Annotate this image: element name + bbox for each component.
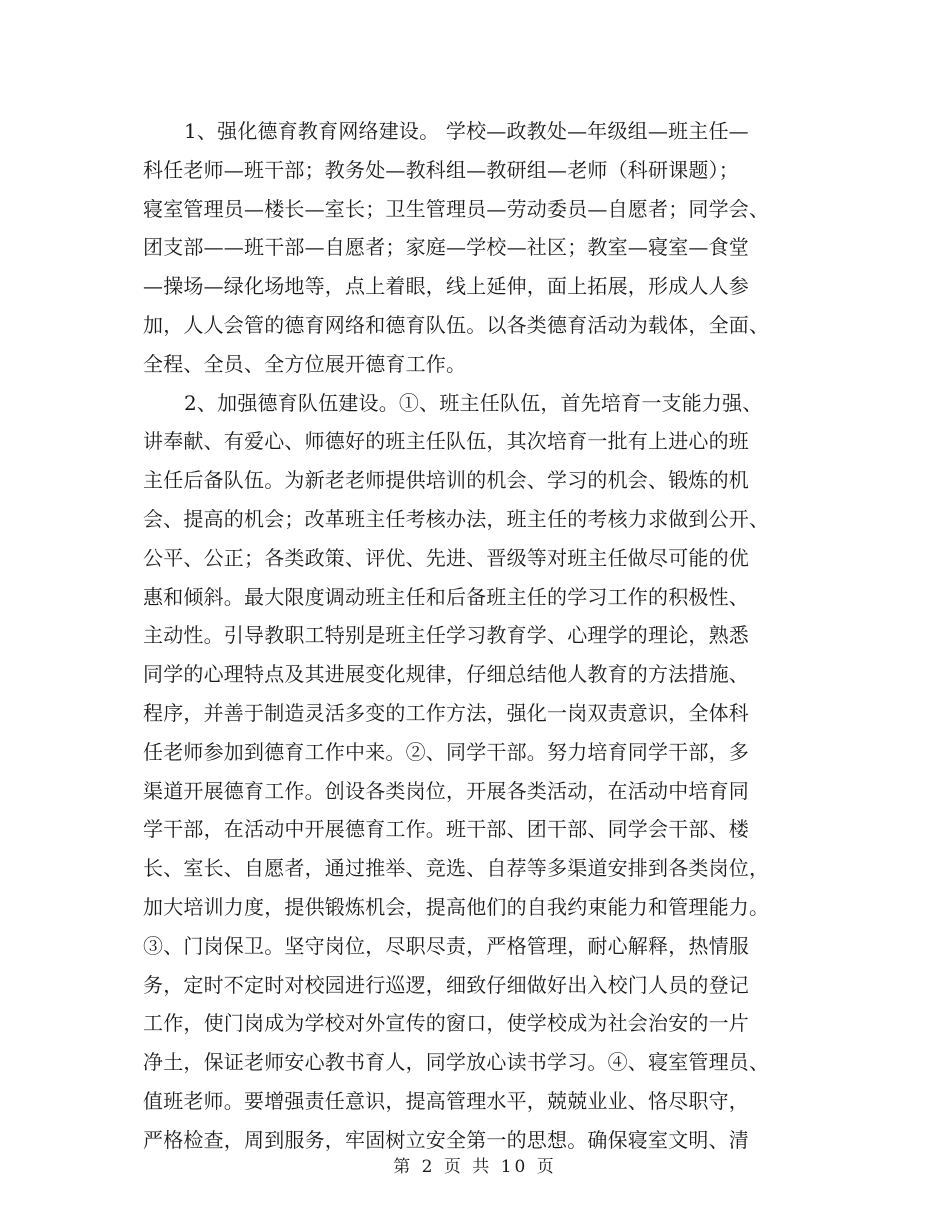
paragraph-1-line-4: 团支部——班干部—自愿者；家庭—学校—社区；教室—寝室—食堂 [143, 235, 749, 260]
paragraph-2-line-13: 长、室长、自愿者，通过推举、竞选、自荐等多渠道安排到各类岗位， [143, 856, 770, 881]
paragraph-2-line-6: 惠和倾斜。最大限度调动班主任和后备班主任的学习工作的积极性、 [143, 584, 749, 609]
paragraph-2-line-18: 净土，保证老师安心教书育人，同学放心读书学习。④、寝室管理员、 [143, 1050, 770, 1075]
page-footer: 第 2 页 共 10 页 [393, 1157, 557, 1177]
paragraph-1-line-7: 全程、全员、全方位展开德育工作。 [143, 351, 467, 376]
paragraph-1-line-5: —操场—绿化场地等，点上着眼，线上延伸，面上拓展，形成人人参 [143, 274, 749, 299]
paragraph-2-line-12: 学干部，在活动中开展德育工作。班干部、团干部、同学会干部、楼 [143, 817, 749, 842]
paragraph-2-line-4: 会、提高的机会；改革班主任考核办法，班主任的考核力求做到公开、 [143, 506, 770, 531]
paragraph-2-line-11: 渠道开展德育工作。创设各类岗位，开展各类活动，在活动中培育同 [143, 778, 749, 803]
paragraph-2-line-20: 严格检查，周到服务，牢固树立安全第一的思想。确保寝室文明、清 [143, 1127, 749, 1152]
paragraph-2-line-9: 程序，并善于制造灵活多变的工作方法，强化一岗双责意识，全体科 [143, 700, 749, 725]
paragraph-2-line-7: 主动性。引导教职工特别是班主任学习教育学、心理学的理论，熟悉 [143, 623, 749, 648]
paragraph-1-line-1: 1、强化德育教育网络建设。 学校—政教处—年级组—班主任— [184, 119, 749, 143]
paragraph-2-line-5: 公平、公正；各类政策、评优、先进、晋级等对班主任做尽可能的优 [143, 545, 749, 570]
paragraph-2-line-16: 务，定时不定时对校园进行巡逻，细致仔细做好出入校门人员的登记 [143, 972, 749, 997]
paragraph-2-line-14: 加大培训力度，提供锻炼机会，提高他们的自我约束能力和管理能力。 [143, 894, 770, 919]
paragraph-2-line-2: 讲奉献、有爱心、师德好的班主任队伍，其次培育一批有上进心的班 [143, 429, 749, 454]
paragraph-2-line-15: ③、门岗保卫。坚守岗位，尽职尽责，严格管理，耐心解释，热情服 [143, 933, 749, 958]
paragraph-2-line-1: 2、加强德育队伍建设。①、班主任队伍，首先培育一支能力强、 [184, 390, 763, 415]
paragraph-1-line-6: 加，人人会管的德育网络和德育队伍。以各类德育活动为载体，全面、 [143, 312, 770, 337]
paragraph-2-line-19: 值班老师。要增强责任意识，提高管理水平，兢兢业业、恪尽职守， [143, 1088, 749, 1113]
paragraph-1-line-2: 科任老师—班干部；教务处—教科组—教研组—老师（科研课题）； [143, 157, 739, 182]
paragraph-2-line-3: 主任后备队伍。为新老老师提供培训的机会、学习的机会、锻炼的机 [143, 468, 749, 493]
paragraph-2-line-8: 同学的心理特点及其进展变化规律，仔细总结他人教育的方法措施、 [143, 662, 749, 687]
paragraph-1-line-3: 寝室管理员—楼长—室长；卫生管理员—劳动委员—自愿者；同学会、 [143, 196, 770, 221]
paragraph-2-line-10: 任老师参加到德育工作中来。②、同学干部。努力培育同学干部，多 [143, 739, 749, 764]
body-text [143, 112, 807, 1160]
paragraph-2-line-17: 工作，使门岗成为学校对外宣传的窗口，使学校成为社会治安的一片 [143, 1011, 749, 1036]
